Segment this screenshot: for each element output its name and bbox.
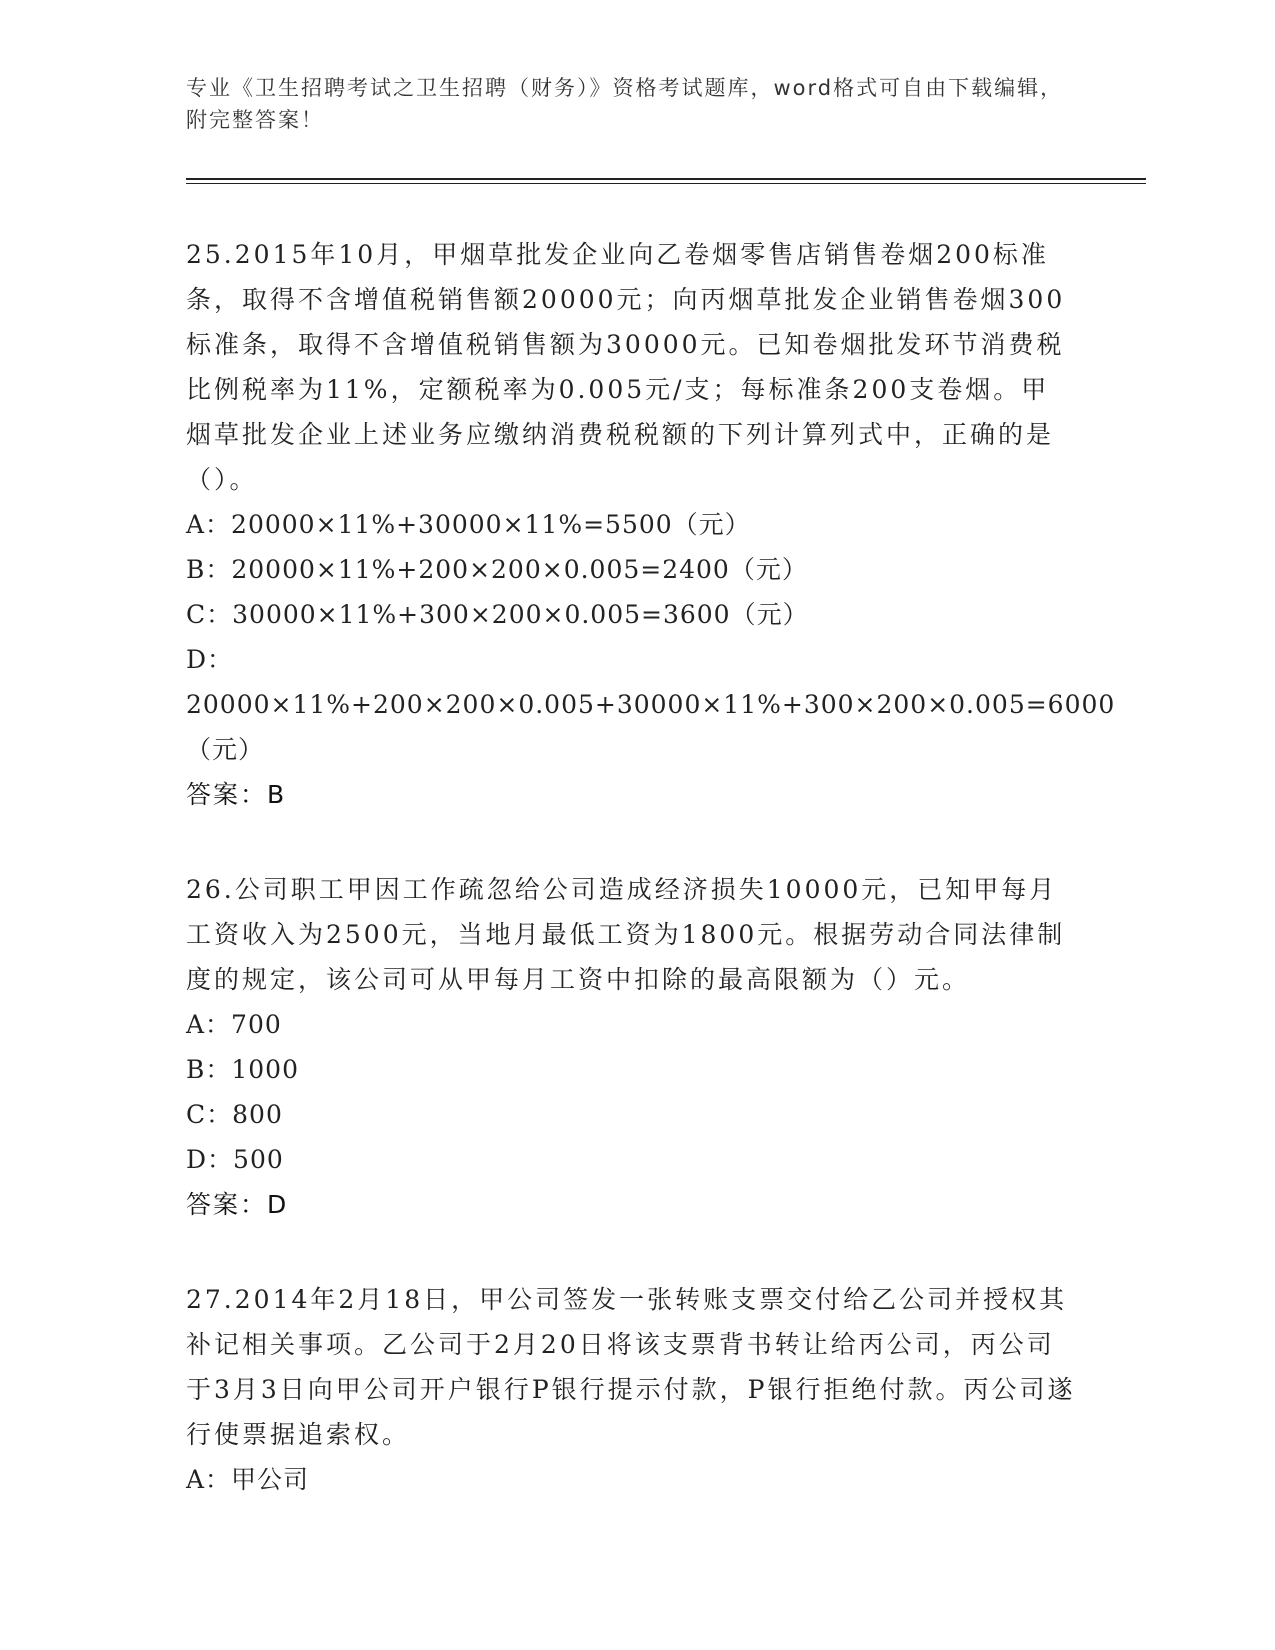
question-text: 25.2015年10月，甲烟草批发企业向乙卷烟零售店销售卷烟200标准条，取得不含增值税销售额20000元；向丙烟草批发企业销售卷烟300标准条，取得不含增值税销售额为30000元。已知卷烟批发环节消费税比例税率为11%，定额税率为0.005元/支；每标准条200支卷烟。甲烟草批发企业上述业务应缴纳消费税税额的下列计算列式中，正确的是（）。 xyxy=(186,240,1066,494)
option-d: D：20000×11%+200×200×0.005+30000×11%+300×200×0.005=6000（元） xyxy=(186,645,1116,764)
question-text: 26.公司职工甲因工作疏忽给公司造成经济损失10000元，已知甲每月工资收入为2500元，当地月最低工资为1800元。根据劳动合同法律制度的规定，该公司可从甲每月工资中扣除的最高限额为（）元。 xyxy=(186,875,1066,994)
header-rule-thick xyxy=(186,178,1146,180)
option-b: B：1000 xyxy=(186,1055,299,1084)
document-header: 专业《卫生招聘考试之卫生招聘（财务）》资格考试题库，word格式可自由下载编辑，附完整答案！ xyxy=(186,76,1064,132)
option-c: C：800 xyxy=(186,1100,283,1129)
question-27 xyxy=(186,1277,1076,1502)
question-text: 27.2014年2月18日，甲公司签发一张转账支票交付给乙公司并授权其补记相关事项。乙公司于2月20日将该支票背书转让给丙公司，丙公司于3月3日向甲公司开户银行P银行提示付款，P银行拒绝付款。丙公司遂行使票据追索权。 xyxy=(186,1285,1076,1449)
question-26 xyxy=(186,867,1076,1227)
option-a: A：700 xyxy=(186,1010,282,1039)
answer-label: 答案：D xyxy=(186,1190,289,1219)
option-d: D：500 xyxy=(186,1145,284,1174)
question-25 xyxy=(186,232,1116,817)
answer-label: 答案：B xyxy=(186,780,287,809)
option-c: C：30000×11%+300×200×0.005=3600（元） xyxy=(186,600,809,629)
header-rule-thin xyxy=(186,183,1146,184)
option-b: B：20000×11%+200×200×0.005=2400（元） xyxy=(186,555,808,584)
option-a: A：甲公司 xyxy=(186,1465,310,1494)
option-a: A：20000×11%+30000×11%=5500（元） xyxy=(186,510,751,539)
question-list xyxy=(186,232,1116,1552)
